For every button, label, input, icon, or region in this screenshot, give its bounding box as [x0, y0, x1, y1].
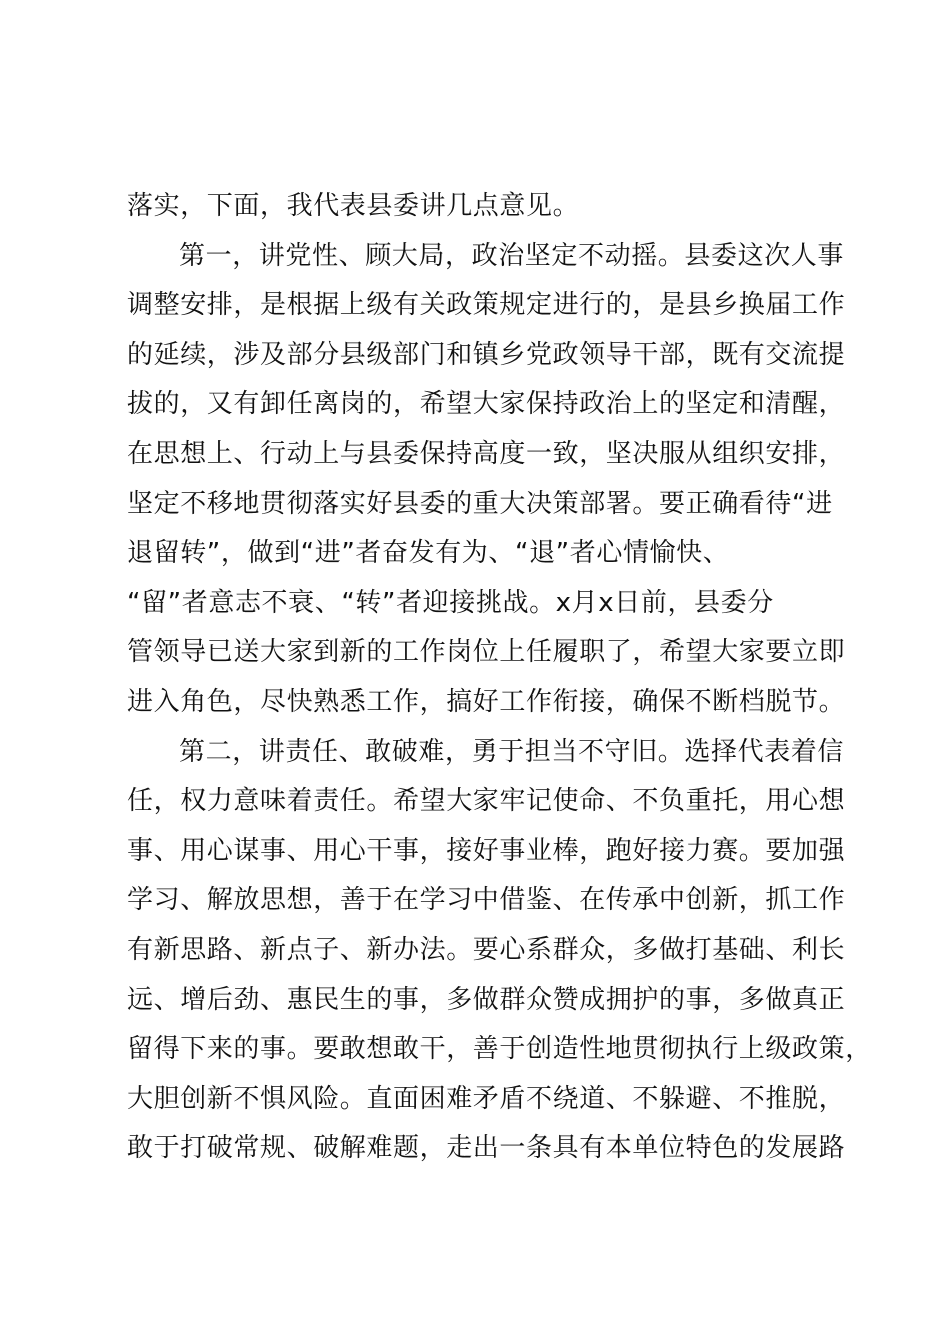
paragraph-first-line: 第一，讲党性、顾大局，政治坚定不动摇。县委这次人事 — [179, 240, 845, 271]
text-line: 管领导已送大家到新的工作岗位上任履职了，希望大家要立即 — [127, 637, 846, 668]
text-line: 远、增后劲、惠民生的事，多做群众赞成拥护的事，多做真正 — [127, 984, 846, 1015]
text-line: 敢于打破常规、破解难题，走出一条具有本单位特色的发展路 — [127, 1133, 846, 1164]
text-line: “留”者意志不衰、“转”者迎接挑战。x月x日前，县委分 — [127, 587, 774, 618]
text-line: 调整安排，是根据上级有关政策规定进行的，是县乡换届工作 — [127, 290, 846, 321]
text-line: 落实，下面，我代表县委讲几点意见。 — [127, 191, 580, 221]
text-line: 学习、解放思想，善于在学习中借鉴、在传承中创新，抓工作 — [127, 885, 846, 916]
text-line: 任，权力意味着责任。希望大家牢记使命、不负重托，用心想 — [127, 786, 846, 817]
paragraph-first-line: 第二，讲责任、敢破难，勇于担当不守旧。选择代表着信 — [179, 736, 845, 767]
text-line: 的延续，涉及部分县级部门和镇乡党政领导干部，既有交流提 — [127, 339, 846, 370]
document-body — [127, 182, 872, 1174]
text-line: 拔的，又有卸任离岗的，希望大家保持政治上的坚定和清醒， — [127, 389, 846, 420]
text-line: 坚定不移地贯彻落实好县委的重大决策部署。要正确看待“进 — [127, 488, 833, 519]
text-line: 有新思路、新点子、新办法。要心系群众，多做打基础、利长 — [127, 934, 846, 965]
text-line: 在思想上、行动上与县委保持高度一致，坚决服从组织安排， — [127, 438, 846, 469]
text-line: 退留转”，做到“进”者奋发有为、“退”者心情愉快、 — [127, 538, 730, 569]
text-line: 进入角色，尽快熟悉工作，搞好工作衔接，确保不断档脱节。 — [127, 686, 846, 717]
text-line: 事、用心谋事、用心干事，接好事业棒，跑好接力赛。要加强 — [127, 835, 846, 866]
text-line: 留得下来的事。要敢想敢干，善于创造性地贯彻执行上级政策， — [127, 1034, 872, 1065]
text-line: 大胆创新不惧风险。直面困难矛盾不绕道、不躲避、不推脱， — [127, 1083, 846, 1114]
